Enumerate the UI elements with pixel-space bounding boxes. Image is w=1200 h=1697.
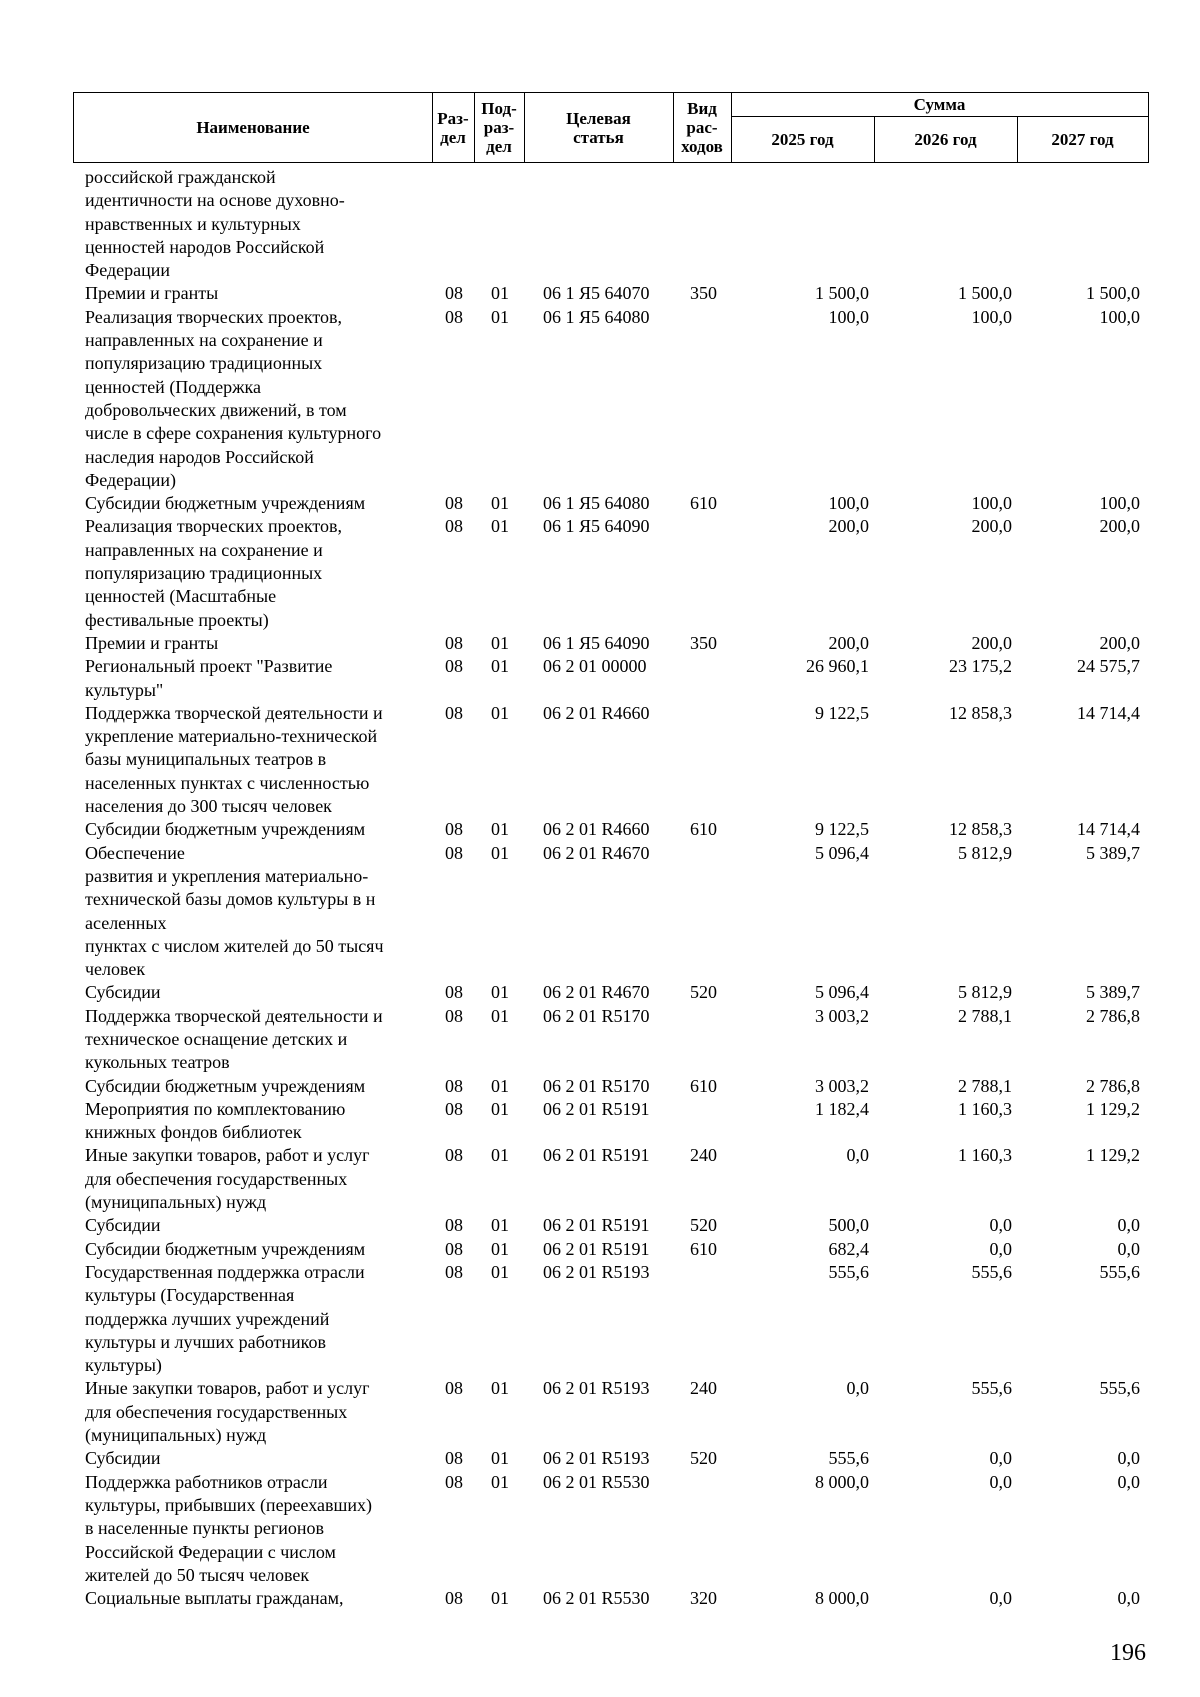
row-sum-2025: 5 096,4 — [815, 842, 869, 863]
row-sum-2026: 0,0 — [989, 1215, 1012, 1236]
table-row — [0, 842, 1200, 982]
row-vid-raskhodov: 320 — [690, 1588, 717, 1609]
row-razdel: 08 — [445, 842, 463, 863]
row-sum-2025: 682,4 — [828, 1238, 869, 1259]
row-sum-2025: 0,0 — [846, 1378, 869, 1399]
row-tselevaya-statya: 06 2 01 R5193 — [543, 1261, 650, 1282]
row-sum-2026: 1 160,3 — [958, 1145, 1012, 1166]
row-sum-2026: 12 858,3 — [949, 819, 1012, 840]
row-vid-raskhodov: 240 — [690, 1145, 717, 1166]
table-row — [0, 818, 1200, 841]
row-vid-raskhodov: 610 — [690, 493, 717, 514]
row-sum-2026: 1 500,0 — [958, 283, 1012, 304]
row-podrazdel: 01 — [491, 1261, 509, 1282]
row-razdel: 08 — [445, 1075, 463, 1096]
row-podrazdel: 01 — [491, 1215, 509, 1236]
row-name: Региональный проект "Развитие культуры" — [85, 656, 333, 700]
row-sum-2025: 3 003,2 — [815, 1075, 869, 1096]
row-vid-raskhodov: 520 — [690, 1448, 717, 1469]
row-podrazdel: 01 — [491, 982, 509, 1003]
row-sum-2027: 100,0 — [1099, 493, 1140, 514]
row-tselevaya-statya: 06 2 01 R5193 — [543, 1448, 650, 1469]
table-row — [0, 632, 1200, 655]
row-podrazdel: 01 — [491, 632, 509, 653]
row-razdel: 08 — [445, 982, 463, 1003]
row-name: Поддержка творческой деятельности и техническое оснащение детских и кукольных театров — [85, 1005, 383, 1073]
table-row — [0, 1447, 1200, 1470]
row-sum-2025: 8 000,0 — [815, 1471, 869, 1492]
row-podrazdel: 01 — [491, 1378, 509, 1399]
row-name: российской гражданской идентичности на основе духовно- нравственных и культурных ценностей народов Российской Федерации — [85, 167, 345, 281]
row-name: Премии и гранты — [85, 283, 219, 304]
row-vid-raskhodov: 610 — [690, 819, 717, 840]
row-tselevaya-statya: 06 2 01 00000 — [543, 656, 647, 677]
row-tselevaya-statya: 06 2 01 R5530 — [543, 1588, 650, 1609]
row-podrazdel: 01 — [491, 656, 509, 677]
row-sum-2025: 1 182,4 — [815, 1098, 869, 1119]
header-podrazdel: Под- раз- дел — [481, 99, 517, 156]
row-razdel: 08 — [445, 283, 463, 304]
row-razdel: 08 — [445, 1238, 463, 1259]
row-sum-2026: 5 812,9 — [958, 842, 1012, 863]
row-name: Социальные выплаты гражданам, — [85, 1588, 344, 1609]
row-tselevaya-statya: 06 2 01 R4670 — [543, 842, 650, 863]
row-podrazdel: 01 — [491, 1005, 509, 1026]
row-name: Государственная поддержка отрасли культуры (Государственная поддержка лучших учреждений культуры и лучших работников культуры) — [85, 1261, 365, 1376]
row-razdel: 08 — [445, 1215, 463, 1236]
row-vid-raskhodov: 350 — [690, 283, 717, 304]
row-podrazdel: 01 — [491, 306, 509, 327]
table-header — [73, 92, 1149, 163]
row-sum-2025: 200,0 — [828, 632, 869, 653]
row-tselevaya-statya: 06 1 Я5 64070 — [543, 283, 650, 304]
row-sum-2027: 0,0 — [1117, 1238, 1140, 1259]
table-row — [0, 1075, 1200, 1098]
table-row — [0, 492, 1200, 515]
header-tselevaya-statya: Целевая статья — [566, 108, 631, 147]
row-name: Поддержка работников отрасли культуры, прибывших (переехавших) в населенные пункты регионов Российской Федерации с числом жителей до 50 тысяч человек — [85, 1471, 373, 1585]
row-podrazdel: 01 — [491, 283, 509, 304]
row-sum-2027: 5 389,7 — [1086, 982, 1140, 1003]
row-name: Субсидии бюджетным учреждениям — [85, 819, 366, 840]
row-vid-raskhodov: 350 — [690, 632, 717, 653]
row-sum-2025: 8 000,0 — [815, 1588, 869, 1609]
row-sum-2027: 200,0 — [1099, 632, 1140, 653]
row-name: Иные закупки товаров, работ и услуг для обеспечения государственных (муниципальных) нужд — [85, 1145, 370, 1213]
row-razdel: 08 — [445, 306, 463, 327]
row-podrazdel: 01 — [491, 1588, 509, 1609]
row-vid-raskhodov: 610 — [690, 1238, 717, 1259]
table-row — [0, 655, 1200, 702]
header-vid-raskhodov: Вид рас- ходов — [681, 99, 723, 156]
row-vid-raskhodov: 520 — [690, 982, 717, 1003]
row-tselevaya-statya: 06 2 01 R4670 — [543, 982, 650, 1003]
row-vid-raskhodov: 240 — [690, 1378, 717, 1399]
row-tselevaya-statya: 06 2 01 R4660 — [543, 702, 650, 723]
row-sum-2026: 200,0 — [971, 516, 1012, 537]
row-sum-2026: 5 812,9 — [958, 982, 1012, 1003]
row-name: Субсидии бюджетным учреждениям — [85, 1075, 366, 1096]
row-tselevaya-statya: 06 1 Я5 64090 — [543, 632, 650, 653]
row-sum-2026: 2 788,1 — [958, 1005, 1012, 1026]
row-razdel: 08 — [445, 1378, 463, 1399]
row-sum-2027: 555,6 — [1099, 1261, 1140, 1282]
row-razdel: 08 — [445, 1098, 463, 1119]
row-sum-2027: 1 500,0 — [1086, 283, 1140, 304]
row-sum-2027: 0,0 — [1117, 1588, 1140, 1609]
row-sum-2025: 9 122,5 — [815, 819, 869, 840]
row-name: Субсидии — [85, 982, 161, 1003]
row-razdel: 08 — [445, 1005, 463, 1026]
row-sum-2026: 12 858,3 — [949, 702, 1012, 723]
row-razdel: 08 — [445, 702, 463, 723]
row-tselevaya-statya: 06 2 01 R5191 — [543, 1145, 650, 1166]
row-razdel: 08 — [445, 1588, 463, 1609]
row-sum-2025: 500,0 — [828, 1215, 869, 1236]
header-razdel: Раз- дел — [437, 108, 469, 147]
row-razdel: 08 — [445, 516, 463, 537]
row-razdel: 08 — [445, 819, 463, 840]
table-row — [0, 166, 1200, 282]
row-podrazdel: 01 — [491, 1098, 509, 1119]
row-razdel: 08 — [445, 632, 463, 653]
row-sum-2027: 100,0 — [1099, 306, 1140, 327]
row-sum-2026: 1 160,3 — [958, 1098, 1012, 1119]
row-sum-2025: 200,0 — [828, 516, 869, 537]
row-sum-2026: 0,0 — [989, 1238, 1012, 1259]
row-name: Поддержка творческой деятельности и укрепление материально-технической базы муниципальных театров в населенных пунктах с численностью населения до 300 тысяч человек — [85, 702, 383, 817]
row-name: Премии и гранты — [85, 632, 219, 653]
row-sum-2027: 1 129,2 — [1086, 1145, 1140, 1166]
header-2027: 2027 год — [1051, 129, 1114, 149]
row-tselevaya-statya: 06 2 01 R4660 — [543, 819, 650, 840]
row-razdel: 08 — [445, 1448, 463, 1469]
row-sum-2026: 100,0 — [971, 493, 1012, 514]
table-row — [0, 702, 1200, 818]
table-row — [0, 1238, 1200, 1261]
row-sum-2025: 5 096,4 — [815, 982, 869, 1003]
row-razdel: 08 — [445, 1471, 463, 1492]
row-sum-2027: 24 575,7 — [1077, 656, 1140, 677]
row-sum-2025: 100,0 — [828, 306, 869, 327]
row-tselevaya-statya: 06 2 01 R5170 — [543, 1075, 650, 1096]
row-tselevaya-statya: 06 2 01 R5170 — [543, 1005, 650, 1026]
header-2025: 2025 год — [771, 129, 834, 149]
row-razdel: 08 — [445, 656, 463, 677]
row-name: Субсидии — [85, 1215, 161, 1236]
table-row — [0, 515, 1200, 631]
row-podrazdel: 01 — [491, 842, 509, 863]
row-sum-2026: 200,0 — [971, 632, 1012, 653]
table-row — [0, 1144, 1200, 1214]
row-podrazdel: 01 — [491, 1145, 509, 1166]
row-name: Обеспечение развития и укрепления материально- технической базы домов культуры в н аселенных пунктах с числом жителей до 50 тысяч человек — [85, 842, 384, 980]
row-podrazdel: 01 — [491, 1448, 509, 1469]
row-razdel: 08 — [445, 1261, 463, 1282]
row-sum-2026: 0,0 — [989, 1588, 1012, 1609]
row-tselevaya-statya: 06 2 01 R5191 — [543, 1238, 650, 1259]
row-vid-raskhodov: 610 — [690, 1075, 717, 1096]
row-sum-2027: 5 389,7 — [1086, 842, 1140, 863]
row-sum-2027: 14 714,4 — [1077, 702, 1140, 723]
row-podrazdel: 01 — [491, 493, 509, 514]
table-row — [0, 1587, 1200, 1610]
row-tselevaya-statya: 06 2 01 R5193 — [543, 1378, 650, 1399]
row-sum-2027: 2 786,8 — [1086, 1075, 1140, 1096]
row-sum-2026: 0,0 — [989, 1448, 1012, 1469]
row-podrazdel: 01 — [491, 516, 509, 537]
row-name: Реализация творческих проектов, направленных на сохранение и популяризацию традиционных ценностей (Поддержка добровольческих движений, в том числе в сфере сохранения культурного наследия народов Российской Федерации) — [85, 306, 382, 490]
row-name: Субсидии — [85, 1448, 161, 1469]
row-sum-2025: 3 003,2 — [815, 1005, 869, 1026]
table-row — [0, 1471, 1200, 1587]
row-sum-2025: 555,6 — [828, 1261, 869, 1282]
row-sum-2025: 100,0 — [828, 493, 869, 514]
row-vid-raskhodov: 520 — [690, 1215, 717, 1236]
row-sum-2027: 14 714,4 — [1077, 819, 1140, 840]
row-sum-2026: 100,0 — [971, 306, 1012, 327]
row-sum-2027: 2 786,8 — [1086, 1005, 1140, 1026]
row-sum-2026: 555,6 — [971, 1261, 1012, 1282]
table-row — [0, 1214, 1200, 1237]
header-summa: Сумма — [913, 95, 966, 114]
row-tselevaya-statya: 06 2 01 R5191 — [543, 1098, 650, 1119]
row-name: Мероприятия по комплектованию книжных фондов библиотек — [85, 1098, 346, 1143]
table-row — [0, 306, 1200, 492]
row-sum-2027: 200,0 — [1099, 516, 1140, 537]
row-podrazdel: 01 — [491, 702, 509, 723]
table-body — [0, 166, 1200, 1610]
row-name: Реализация творческих проектов, направленных на сохранение и популяризацию традиционных ценностей (Масштабные фестивальные проекты) — [85, 516, 343, 630]
row-sum-2025: 9 122,5 — [815, 702, 869, 723]
header-name: Наименование — [196, 118, 310, 137]
row-tselevaya-statya: 06 1 Я5 64080 — [543, 306, 650, 327]
table-row — [0, 1005, 1200, 1075]
row-sum-2025: 26 960,1 — [806, 656, 869, 677]
header-2026: 2026 год — [914, 129, 977, 149]
row-tselevaya-statya: 06 1 Я5 64090 — [543, 516, 650, 537]
table-row — [0, 1098, 1200, 1145]
table-row — [0, 981, 1200, 1004]
row-sum-2027: 0,0 — [1117, 1448, 1140, 1469]
row-tselevaya-statya: 06 1 Я5 64080 — [543, 493, 650, 514]
row-sum-2027: 0,0 — [1117, 1471, 1140, 1492]
row-sum-2026: 2 788,1 — [958, 1075, 1012, 1096]
row-sum-2025: 555,6 — [828, 1448, 869, 1469]
row-sum-2026: 555,6 — [971, 1378, 1012, 1399]
row-name: Субсидии бюджетным учреждениям — [85, 1238, 366, 1259]
row-tselevaya-statya: 06 2 01 R5530 — [543, 1471, 650, 1492]
row-sum-2026: 0,0 — [989, 1471, 1012, 1492]
row-podrazdel: 01 — [491, 1075, 509, 1096]
row-name: Иные закупки товаров, работ и услуг для обеспечения государственных (муниципальных) нужд — [85, 1378, 370, 1446]
row-sum-2027: 1 129,2 — [1086, 1098, 1140, 1119]
row-name: Субсидии бюджетным учреждениям — [85, 493, 366, 514]
row-podrazdel: 01 — [491, 1471, 509, 1492]
row-razdel: 08 — [445, 493, 463, 514]
row-sum-2025: 1 500,0 — [815, 283, 869, 304]
row-razdel: 08 — [445, 1145, 463, 1166]
row-sum-2026: 23 175,2 — [949, 656, 1012, 677]
row-podrazdel: 01 — [491, 1238, 509, 1259]
row-tselevaya-statya: 06 2 01 R5191 — [543, 1215, 650, 1236]
table-row — [0, 1377, 1200, 1447]
row-podrazdel: 01 — [491, 819, 509, 840]
row-sum-2025: 0,0 — [846, 1145, 869, 1166]
table-row — [0, 1261, 1200, 1377]
page-number: 196 — [1110, 1640, 1146, 1666]
row-sum-2027: 0,0 — [1117, 1215, 1140, 1236]
row-sum-2027: 555,6 — [1099, 1378, 1140, 1399]
table-row — [0, 282, 1200, 305]
